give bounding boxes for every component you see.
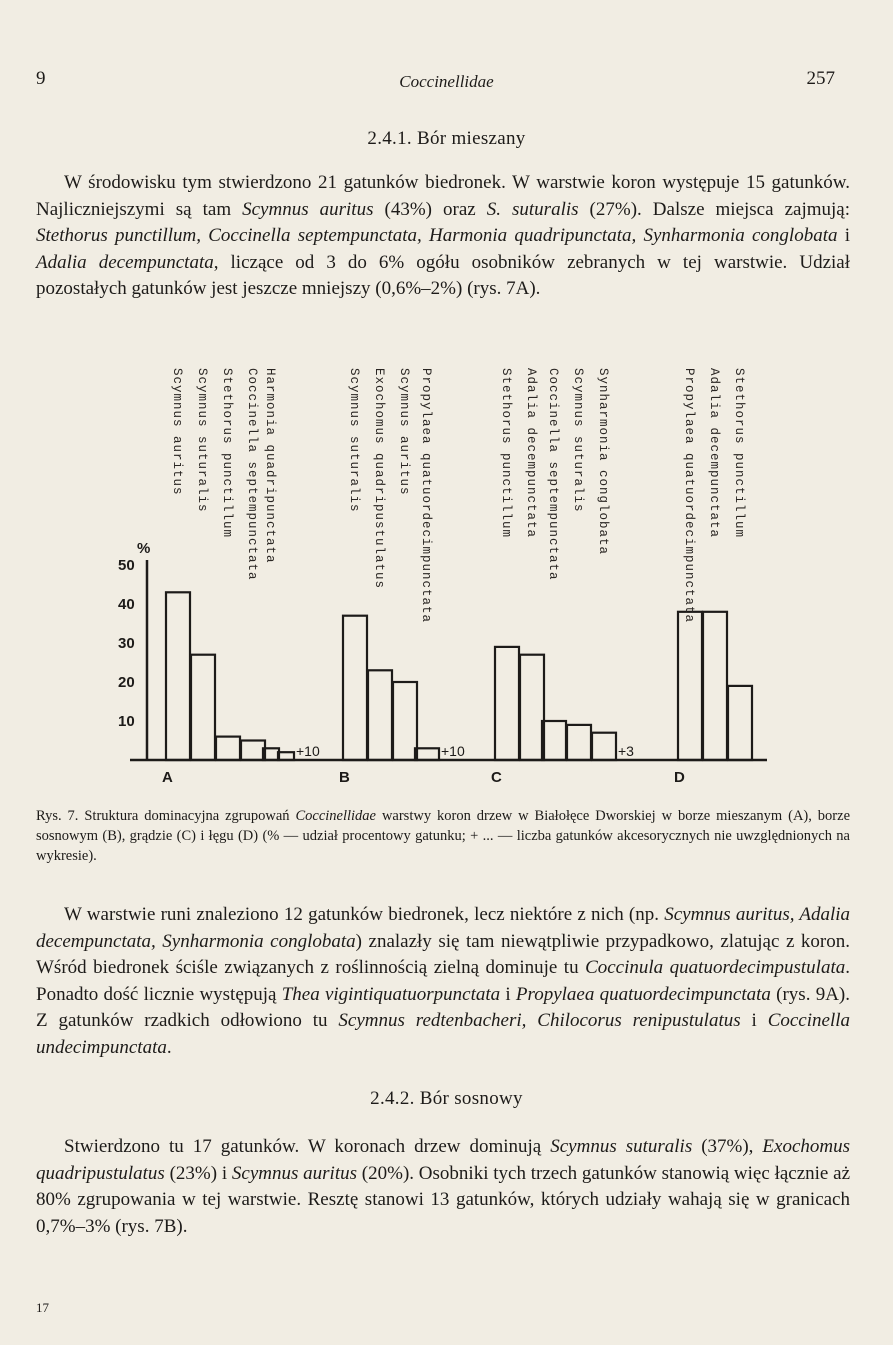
bar	[520, 655, 544, 760]
y-tick-label: 10	[118, 713, 135, 730]
italic-run: Scymnus redtenbacheri, Chilocorus renipustulatus	[338, 1010, 741, 1031]
text-run: Stwierdzono tu 17 gatunków. W koronach drzew dominują	[64, 1136, 551, 1157]
italic-run: Thea vigintiquatuorpunctata	[281, 983, 501, 1005]
bar	[542, 721, 566, 760]
text-run: (37%),	[692, 1136, 763, 1157]
bar	[678, 612, 702, 760]
species-label: Stethorus punctillum	[220, 368, 234, 539]
italic-run: Scymnus auritus, Adalia decempunctata, Synharmonia conglobata	[36, 904, 851, 952]
species-label: Propylaea quatuordecimpunctata	[419, 368, 433, 624]
signature-mark: 17	[36, 1300, 49, 1315]
italic-run: Scymnus auritus	[242, 198, 374, 220]
species-label: Synharmonia conglobata	[596, 368, 610, 556]
species-label: Stethorus punctillum	[732, 368, 746, 539]
species-label: Coccinella septempunctata	[546, 368, 560, 581]
page-number-right: 257	[806, 68, 835, 89]
species-label: Adalia decempunctata	[707, 368, 721, 539]
accessory-species-count: +10	[296, 743, 320, 759]
species-label: Coccinella septempunctata	[245, 368, 259, 581]
paragraph-ground-layer	[36, 902, 850, 1061]
accessory-species-count: +3	[618, 743, 634, 759]
bar	[241, 741, 265, 761]
text-run: (20%). Osobniki tych trzech gatunków stanowią więc łącznie aż 80% zgrupowania w tej warstwie. Resztę stanowi 13 gatunków, których udziały wahają się w granicach 0,7%–3% (rys. 7B).	[36, 1162, 850, 1237]
figure-caption	[36, 806, 850, 866]
y-tick-label: 20	[118, 674, 135, 691]
page-number-left: 9	[36, 68, 46, 89]
species-label: Propylaea quatuordecimpunctata	[682, 368, 696, 624]
text-run: i	[500, 983, 516, 1005]
text-run: i	[740, 1010, 768, 1031]
group-label: A	[162, 769, 173, 786]
group-label: D	[674, 769, 685, 786]
bar	[567, 725, 591, 760]
text-run: ) znalazły się tam niewątpliwie przypadkowo, zlatując z koron. Wśród biedronek ściśle związanych z roślinnością zielną dominuje tu	[36, 930, 850, 978]
group-label: C	[491, 769, 502, 786]
text-run: (rys. 9A). Z gatunków rzadkich odłowiono tu	[36, 983, 850, 1031]
species-label: Scymnus auritus	[397, 368, 411, 496]
species-label: Scymnus suturalis	[571, 368, 585, 513]
y-axis-unit-label: %	[137, 540, 151, 557]
bar	[368, 670, 392, 760]
text-run: i	[837, 225, 850, 246]
italic-run: Stethorus punctillum, Coccinella septempunctata, Harmonia quadripunctata, Synharmonia conglobata	[36, 225, 838, 246]
y-tick-label: 30	[118, 635, 135, 652]
species-label: Scymnus auritus	[170, 368, 184, 496]
group-label: B	[339, 769, 350, 786]
species-label: Scymnus suturalis	[347, 368, 361, 513]
species-label: Scymnus suturalis	[195, 368, 209, 513]
accessory-species-count: +10	[441, 743, 465, 759]
italic-run: Adalia decempunctata	[36, 251, 214, 273]
text-run: Rys. 7. Struktura dominacyjna zgrupowań	[36, 808, 296, 824]
species-label: Stethorus punctillum	[499, 368, 513, 539]
section-title-mixed-forest: 2.4.1. Bór mieszany	[367, 128, 526, 149]
paragraph-pine-forest	[36, 1134, 850, 1240]
text-run: .	[166, 1036, 172, 1058]
text-run: , liczące od 3 do 6% ogółu osobników zebranych w tej warstwie. Udział pozostałych gatunków jest jeszcze mniejszy (0,6%–2%) (rys. 7A).	[36, 251, 850, 299]
italic-run: S. suturalis	[486, 198, 579, 220]
text-run: (43%) oraz	[373, 198, 487, 220]
bar	[703, 612, 727, 760]
section-title-pine-forest: 2.4.2. Bór sosnowy	[370, 1088, 523, 1109]
text-run: W środowisku tym stwierdzono 21 gatunków biedronek. W warstwie koron występuje 15 gatunków. Najliczniejszymi są tam	[36, 172, 850, 220]
italic-run: Coccinula quatuordecimpustulata	[585, 957, 846, 978]
bar	[592, 733, 616, 760]
species-label: Adalia decempunctata	[524, 368, 538, 539]
bar	[166, 592, 190, 760]
italic-run: Propylaea quatuordecimpunctata	[515, 983, 771, 1005]
italic-run: Scymnus auritus	[231, 1162, 358, 1184]
text-run: warstwy koron drzew w Białołęce Dworskiej w borze mieszanym (A), borze sosnowym (B), grądzie (C) i łęgu (D) (% — udział procentowy gatunku; + ... — liczba gatunków akcesorycznych nie uwzględnionych na wykresie).	[36, 808, 851, 864]
paragraph-mixed-forest	[36, 170, 850, 303]
dominance-chart	[0, 330, 893, 800]
bar	[216, 737, 240, 760]
y-tick-label: 50	[118, 557, 135, 574]
bar	[343, 616, 367, 760]
text-run: (27%). Dalsze miejsca zajmują:	[578, 198, 850, 220]
bar	[393, 682, 417, 760]
italic-run: Coccinella undecimpunctata	[36, 1010, 850, 1058]
bar	[495, 647, 519, 760]
species-label: Exochomus quadripustulatus	[372, 368, 386, 590]
running-head: Coccinellidae	[399, 72, 494, 91]
text-run: (23%) i	[164, 1162, 232, 1184]
bar	[728, 686, 752, 760]
text-run: . Ponadto dość licznie występują	[36, 957, 850, 1005]
italic-run: Scymnus suturalis	[550, 1136, 693, 1157]
text-run: W warstwie runi znaleziono 12 gatunków biedronek, lecz niektóre z nich (np.	[64, 904, 665, 925]
y-tick-label: 40	[118, 596, 135, 613]
species-label: Harmonia quadripunctata	[263, 368, 277, 564]
bar	[191, 655, 215, 760]
bar	[415, 748, 439, 760]
italic-run: Coccinellidae	[295, 808, 376, 824]
italic-run: Exochomus quadripustulatus	[36, 1136, 851, 1184]
